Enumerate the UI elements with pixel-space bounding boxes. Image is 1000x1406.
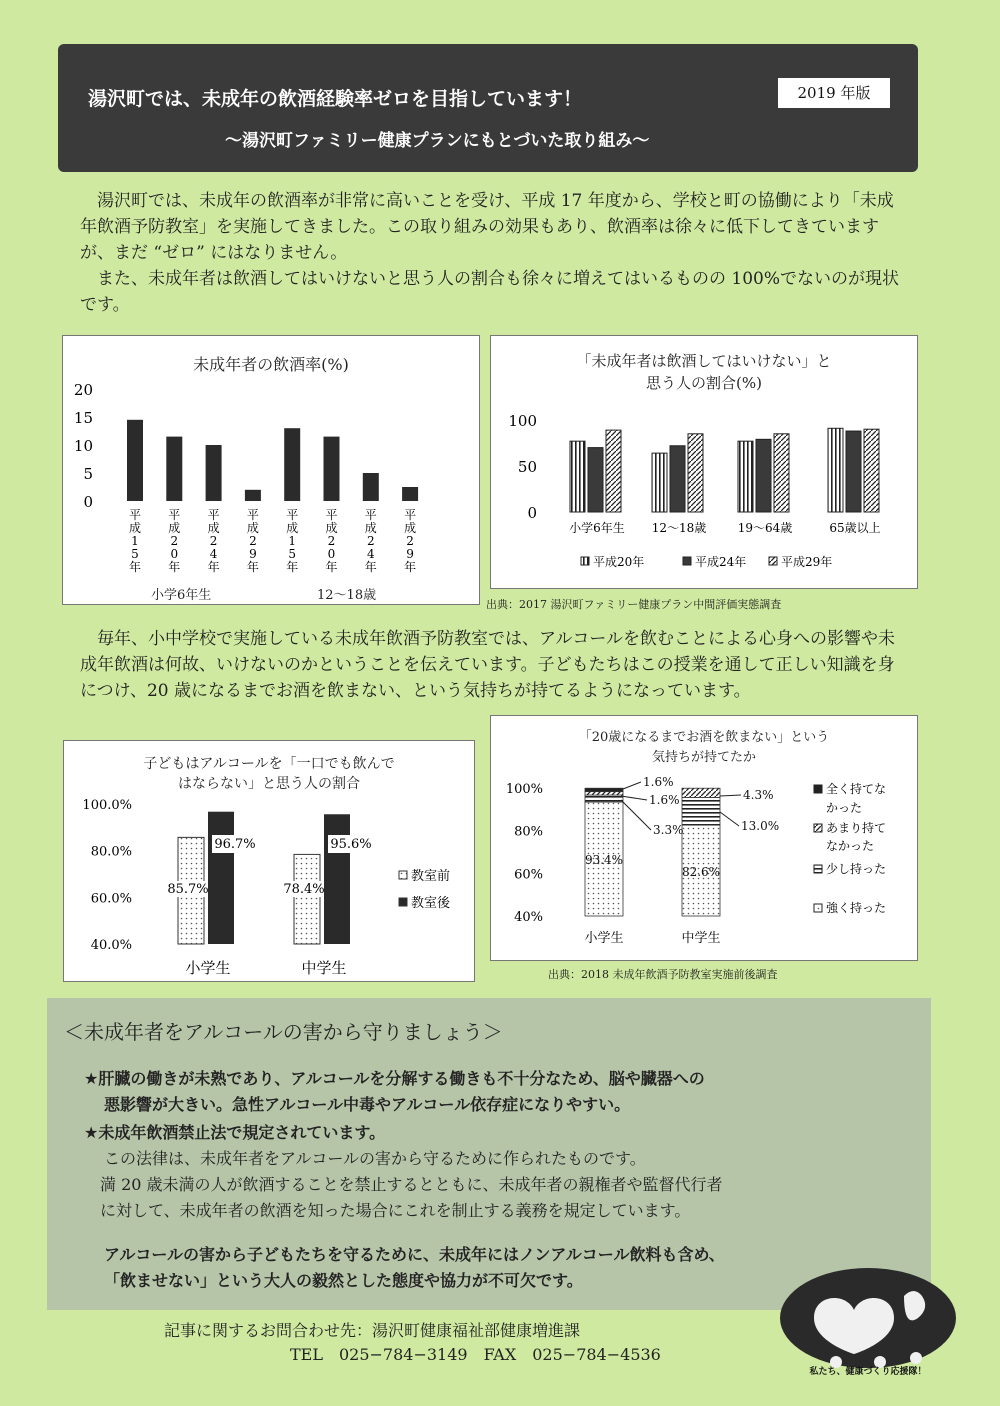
x-tick-label-char: 2 bbox=[249, 534, 257, 548]
bar bbox=[402, 487, 418, 501]
chart-title-line2: 思う人の割合(%) bbox=[646, 374, 762, 392]
stacked-segment bbox=[682, 788, 720, 797]
x-tick-label-char: 1 bbox=[131, 534, 139, 548]
y-tick-label: 40.0% bbox=[90, 938, 132, 953]
bar bbox=[606, 430, 621, 512]
y-tick-label: 100.0% bbox=[82, 798, 132, 813]
x-tick-label: 小学生 bbox=[584, 931, 624, 946]
x-tick-label-char: 4 bbox=[209, 547, 218, 561]
bar bbox=[166, 437, 182, 501]
y-tick-label: 100 bbox=[508, 412, 537, 430]
x-tick-label: 小学生 bbox=[185, 959, 231, 977]
page-title: 湯沢町では、未成年の飲酒経験率ゼロを目指しています！ bbox=[88, 88, 583, 110]
data-label: 3.3% bbox=[653, 823, 684, 837]
x-tick-label-char: 平 bbox=[207, 508, 220, 522]
x-tick-label-char: 平 bbox=[168, 508, 181, 522]
intro-paragraph-1: 湯沢町では、未成年の飲酒率が非常に高いことを受け、平成 17 年度から、学校と町の協働により「未成年飲酒予防教室」を実施してきました。この取り組みの効果もあり、飲酒率は徐々に低下してきていますが、まだ “ゼロ” にはなりません。 bbox=[80, 191, 894, 263]
x-tick-label-char: 2 bbox=[327, 534, 336, 548]
edition-badge: 2019 年版 bbox=[778, 78, 890, 108]
stacked-segment bbox=[585, 792, 623, 795]
chart-title-line1: 「未成年者は飲酒してはいけない」と bbox=[576, 352, 832, 370]
chart-title: 未成年者の飲酒率(%) bbox=[193, 355, 349, 374]
legend-label: 少し持った bbox=[826, 862, 887, 876]
x-tick-label-char: 年 bbox=[404, 560, 417, 574]
contact-phone: TEL 025−784−3149 FAX 025−784−4536 bbox=[290, 1345, 661, 1364]
legend-label: 平成24年 bbox=[695, 555, 747, 569]
legend-label: かった bbox=[826, 801, 863, 815]
protect-line: 満 20 歳未満の人が飲酒することを禁止するとともに、未成年者の親権者や監督代行者 bbox=[100, 1175, 723, 1194]
logo-text: 私たち、健康づくり応援隊！ bbox=[809, 1367, 927, 1377]
bar bbox=[284, 428, 300, 501]
legend-label: 平成20年 bbox=[593, 555, 645, 569]
x-tick-label-char: 平 bbox=[128, 508, 142, 522]
legend-label: 平成29年 bbox=[781, 555, 833, 569]
bar bbox=[828, 428, 843, 512]
chart-one-sip bbox=[63, 740, 475, 982]
middle-paragraph: 毎年、小中学校で実施している未成年飲酒予防教室では、アルコールを飲むことによる心身への影響や未成年飲酒は何故、いけないのかということを伝えています。子どもたちはこの授業を通して正しい知識を身につけ、20 歳になるまでお酒を飲まない、という気持ちが持てるようになっています。 bbox=[80, 629, 895, 701]
legend-label: あまり持て bbox=[826, 821, 887, 835]
data-label: 4.3% bbox=[743, 788, 774, 802]
legend-label: 教室後 bbox=[411, 896, 451, 911]
x-tick-label-char: 2 bbox=[170, 534, 179, 548]
protect-line: 「飲ませない」という大人の毅然とした態度や協力が不可欠です。 bbox=[104, 1271, 583, 1290]
bar bbox=[688, 434, 703, 512]
x-tick-label-char: 成 bbox=[207, 521, 220, 535]
bar-after bbox=[208, 812, 234, 944]
x-tick-label-char: 成 bbox=[168, 521, 181, 535]
protect-heading: ＜未成年者をアルコールの害から守りましょう＞ bbox=[64, 1020, 503, 1044]
leader-line bbox=[621, 796, 647, 800]
y-tick-label: 60.0% bbox=[90, 891, 132, 907]
x-tick-label-char: 成 bbox=[246, 521, 259, 535]
x-tick-label-char: 年 bbox=[246, 560, 259, 574]
x-tick-label-char: 1 bbox=[288, 534, 297, 548]
data-label: 1.6% bbox=[643, 775, 674, 789]
protect-line: この法律は、未成年者をアルコールの害から守るために作られたものです。 bbox=[104, 1149, 646, 1168]
protect-line: ★肝臓の働きが未熟であり、アルコールを分解する働きも不十分なため、脳や臓器への bbox=[84, 1069, 705, 1088]
bar bbox=[652, 453, 667, 512]
x-tick-label-char: 成 bbox=[325, 521, 338, 535]
page-subtitle: 〜湯沢町ファミリー健康プランにもとづいた取り組み〜 bbox=[225, 131, 650, 151]
bar bbox=[588, 448, 603, 512]
legend-label: 全く持てな bbox=[826, 782, 887, 796]
x-tick-label: 中学生 bbox=[681, 931, 721, 946]
legend-swatch bbox=[814, 865, 822, 873]
protect-line: ★未成年飲酒禁止法で規定されています。 bbox=[84, 1123, 386, 1142]
x-tick-label-char: 2 bbox=[406, 534, 414, 548]
bar bbox=[670, 446, 685, 512]
bar-before bbox=[294, 854, 320, 944]
x-tick-label-char: 年 bbox=[128, 560, 142, 574]
x-tick-label: 中学生 bbox=[301, 959, 347, 977]
x-tick-label-char: 平 bbox=[325, 508, 338, 522]
legend-swatch bbox=[769, 557, 777, 565]
drinking-rate-svg bbox=[63, 336, 479, 604]
x-tick-label-char: 2 bbox=[366, 534, 375, 548]
feeling-svg bbox=[491, 716, 917, 960]
y-tick-label: 50 bbox=[517, 458, 537, 476]
x-tick-label-char: 年 bbox=[286, 560, 299, 574]
legend-swatch bbox=[814, 904, 822, 912]
chart-drinking-rate bbox=[62, 335, 480, 605]
one-sip-svg bbox=[64, 741, 474, 981]
x-tick-label-char: 成 bbox=[128, 521, 142, 535]
y-tick-label: 40% bbox=[514, 910, 543, 925]
chart-title-line1: 「20歳になるまでお酒を飲まない」という bbox=[578, 730, 830, 745]
x-tick-label-char: 4 bbox=[366, 547, 375, 561]
bar bbox=[756, 439, 771, 512]
protect-line: 悪影響が大きい。急性アルコール中毒やアルコール依存症になりやすい。 bbox=[104, 1095, 631, 1114]
x-tick-label-char: 成 bbox=[364, 521, 377, 535]
should-not-drink-svg bbox=[491, 336, 917, 588]
bar bbox=[864, 429, 879, 512]
chart-feeling bbox=[490, 715, 918, 961]
legend-swatch bbox=[399, 898, 407, 906]
chart-title-line2: 気持ちが持てたか bbox=[651, 750, 756, 765]
x-tick-label: 65歳以上 bbox=[829, 521, 881, 535]
x-tick-label-char: 9 bbox=[249, 547, 257, 561]
bar bbox=[127, 420, 143, 501]
bar bbox=[206, 445, 222, 501]
leader-line bbox=[720, 795, 741, 796]
x-tick-label-char: 年 bbox=[168, 560, 181, 574]
data-label: 82.6% bbox=[681, 865, 721, 879]
data-label: 85.7% bbox=[167, 882, 209, 897]
source-1: 出典：2017 湯沢町ファミリー健康プラン中間評価実態調査 bbox=[486, 598, 782, 611]
y-tick-label: 0 bbox=[527, 504, 537, 522]
data-label: 1.6% bbox=[649, 793, 680, 807]
y-tick-label: 5 bbox=[83, 465, 93, 483]
x-tick-label-char: 年 bbox=[325, 560, 338, 574]
y-tick-label: 0 bbox=[83, 493, 93, 511]
x-tick-label: 19〜64歳 bbox=[737, 521, 793, 535]
legend-swatch bbox=[399, 871, 407, 879]
y-tick-label: 20 bbox=[73, 381, 93, 399]
bar bbox=[245, 490, 261, 501]
group-label: 小学6年生 bbox=[151, 588, 212, 603]
y-tick-label: 10 bbox=[73, 437, 93, 455]
group-label: 12〜18歳 bbox=[317, 588, 377, 603]
chart-should-not-drink bbox=[490, 335, 918, 589]
legend-swatch bbox=[581, 557, 589, 565]
data-label: 95.6% bbox=[330, 837, 372, 852]
bar bbox=[774, 434, 789, 512]
x-tick-label: 12〜18歳 bbox=[651, 521, 707, 535]
x-tick-label-char: 2 bbox=[209, 534, 218, 548]
bar bbox=[324, 437, 340, 501]
data-label: 13.0% bbox=[741, 819, 780, 833]
protect-line: アルコールの害から子どもたちを守るために、未成年にはノンアルコール飲料も含め、 bbox=[104, 1245, 725, 1264]
leader-line bbox=[720, 812, 739, 826]
bar bbox=[738, 441, 753, 512]
y-tick-label: 100% bbox=[505, 782, 543, 797]
data-label: 93.4% bbox=[584, 853, 624, 867]
x-tick-label-char: 平 bbox=[246, 508, 259, 522]
x-tick-label-char: 9 bbox=[406, 547, 414, 561]
source-2: 出典：2018 未成年飲酒予防教室実施前後調査 bbox=[548, 968, 778, 981]
chart-title-line1: 子どもはアルコールを「一口でも飲んで bbox=[143, 756, 395, 772]
chart-title-line2: はならない」と思う人の割合 bbox=[178, 776, 360, 792]
data-label: 78.4% bbox=[283, 882, 325, 897]
stacked-segment bbox=[682, 797, 720, 825]
x-tick-label-char: 年 bbox=[364, 560, 377, 574]
leader-line bbox=[623, 782, 641, 789]
x-tick-label-char: 成 bbox=[286, 521, 299, 535]
protect-line: に対して、未成年者の飲酒を知った場合にこれを制止する義務を規定しています。 bbox=[100, 1201, 691, 1220]
health-team-logo bbox=[776, 1266, 962, 1382]
bar bbox=[363, 473, 379, 501]
bar-after bbox=[324, 814, 350, 944]
legend-label: 教室前 bbox=[411, 869, 451, 884]
intro-paragraph-2: また、未成年者は飲酒してはいけないと思う人の割合も徐々に増えてはいるものの 100%でないのが現状です。 bbox=[80, 269, 900, 315]
data-label: 96.7% bbox=[214, 837, 256, 852]
x-tick-label-char: 0 bbox=[327, 547, 336, 561]
x-tick-label-char: 平 bbox=[404, 508, 417, 522]
y-tick-label: 15 bbox=[73, 409, 93, 427]
bar bbox=[570, 441, 585, 512]
legend-label: 強く持った bbox=[826, 901, 887, 915]
y-tick-label: 80.0% bbox=[90, 844, 132, 860]
legend-swatch bbox=[683, 557, 691, 565]
x-tick-label-char: 5 bbox=[288, 547, 297, 561]
logo-graphic bbox=[776, 1266, 962, 1378]
x-tick-label-char: 年 bbox=[207, 560, 220, 574]
x-tick-label-char: 平 bbox=[286, 508, 299, 522]
contact-line-1: 記事に関するお問合わせ先：湯沢町健康福祉部健康増進課 bbox=[164, 1321, 581, 1340]
leader-line bbox=[621, 800, 651, 830]
legend-label: なかった bbox=[826, 839, 875, 853]
stacked-segment bbox=[585, 795, 623, 802]
bar bbox=[846, 431, 861, 512]
x-tick-label-char: 平 bbox=[364, 508, 377, 522]
legend-swatch bbox=[814, 824, 822, 832]
y-tick-label: 60% bbox=[514, 867, 543, 883]
x-tick-label: 小学6年生 bbox=[569, 521, 625, 535]
x-tick-label-char: 0 bbox=[170, 547, 179, 561]
x-tick-label-char: 成 bbox=[404, 521, 417, 535]
x-tick-label-char: 5 bbox=[131, 547, 139, 561]
legend-swatch bbox=[814, 785, 822, 793]
stacked-segment bbox=[585, 788, 623, 791]
y-tick-label: 80% bbox=[514, 824, 543, 840]
